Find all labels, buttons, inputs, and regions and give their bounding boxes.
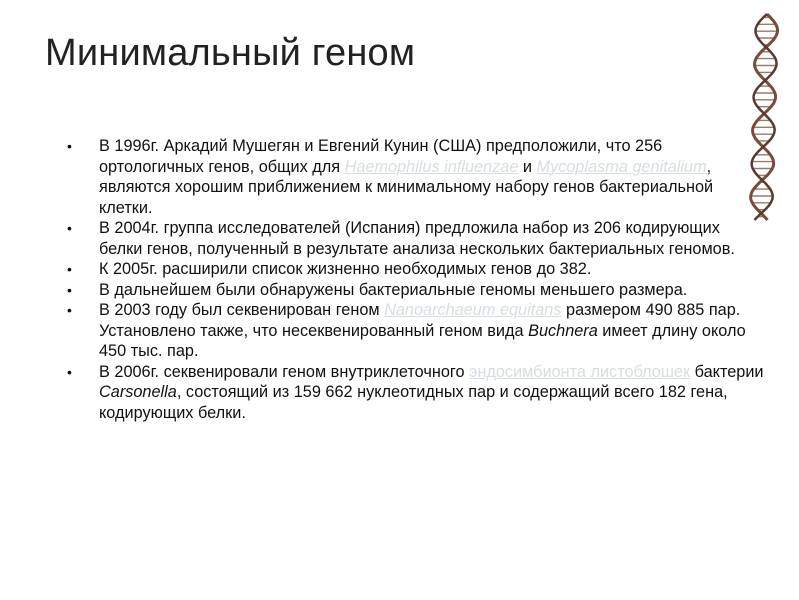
bullet-marker: • [67,302,72,318]
slide-title: Минимальный геном [45,32,416,74]
bullet-marker: • [67,261,72,277]
bullet-list [66,136,766,423]
link-nanoarchaeum[interactable]: Nanoarchaeum equitans [384,301,562,319]
bullet-item: • К 2005г. расширили список жизненно необходимых генов до 382. [67,260,592,278]
bullet-marker: • [67,138,72,154]
link-mycoplasma[interactable]: Mycoplasma genitalium [536,157,707,176]
bullet-item: • В дальнейшем были обнаружены бактериальные геномы меньшего размера. [67,280,688,299]
bullet-item: • В 2006г. секвенировали геном внутриклеточного эндосимбионта листоблошек бактерии Carsonella, состоящий из 159 662 нуклеотидных пар и содержащий всего 182 гена, кодирующих белки. [67,362,764,422]
link-endosymbiont[interactable]: эндосимбионта листоблошек [469,362,691,381]
bullet-item: • В 1996г. Аркадий Мушегян и Евгений Кунин (США) предположили, что 256 ортологичных генов, общих для Haemophilus influenzae и Mycoplasma genitalium, являются хорошим приближением к минимальному набору генов бактериальной клетки. [67,137,714,217]
bullet-item: • В 2003 году был секвенирован геном Nanoarchaeum equitans размером 490 885 пар. Установлено также, что несеквенированный геном вида Buchnera имеет длину около 450 тыс. пар. [67,301,746,360]
bullet-item: • В 2004г. группа исследователей (Испания) предложила набор из 206 кодирующих белки генов, полученный в результате анализа нескольких бактериальных геномов. [67,219,735,258]
bullet-marker: • [67,281,72,298]
bullet-marker: • [67,363,72,380]
link-haemophilus[interactable]: Haemophilus influenzae [344,157,519,176]
bullet-marker: • [67,220,72,236]
